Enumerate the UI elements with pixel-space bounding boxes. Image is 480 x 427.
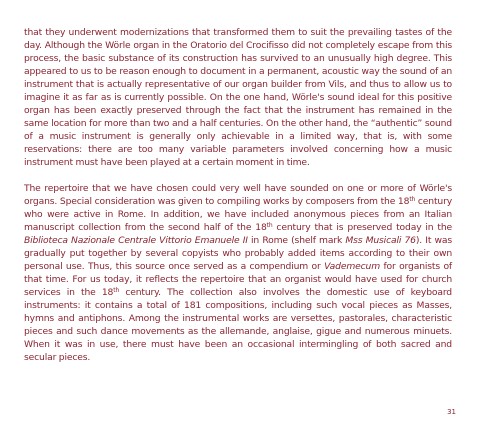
document-body (24, 26, 452, 364)
paragraph-text: that they underwent modernizations that transformed them to suit the prevailing tastes of the day. Although the Wörle organ in the Oratorio del Crocifisso did not completely escape from this process, the basic substance of its construction has survived to an unusually high degree. This appeared to us to be reason enough to document in a permanent, acoustic way the sound of an instrument that is actually representative of our organ builder from Vils, and thus to allow us to imagine it as far as is currently possible. On the one hand, Wörle's sound ideal for this positive organ has been exactly preserved through the fact that the instrument has remained in the same location for more than two and a half centuries. On the other hand, the “authentic” sound of a music instrument is generally only achievable in a limited way, that is, with some reservations: there are too many variable parameters involved concerning how a music instrument must have been played at a certain moment in time. (24, 27, 452, 168)
paragraph-modernizations (24, 26, 452, 169)
ordinal-suffix: th (266, 222, 273, 229)
shelf-mark: Mss Musicali 76 (345, 235, 416, 246)
paragraph-text: century that is preserved today in the (272, 222, 452, 233)
library-name: Biblioteca Nazionale Centrale Vittorio Emanuele II (24, 235, 248, 246)
ordinal-suffix: th (409, 196, 416, 203)
paragraph-repertoire (24, 182, 452, 364)
ordinal-suffix: th (113, 287, 120, 294)
paragraph-text: century who were active in Rome. In addition, we have included anonymous pieces from an Italian manuscript collection from the second half of the 18 (24, 196, 453, 233)
paragraph-text: for organists of that time. For us today, it reflects the repertoire that an organist would have used for church services in the 18 (24, 261, 452, 298)
paragraph-text: in Rome (shelf mark (247, 235, 346, 246)
page-number: 31 (447, 408, 456, 416)
paragraph-text: ). It was gradually put together by several copyists who probably added items according to their own personal use. Thus, this source once served as a compendium or (24, 235, 452, 272)
paragraph-text: The repertoire that we have chosen could very well have sounded on one or more of Wörle's organs. Special consideration was given to compiling works by composers from the 18 (24, 183, 452, 207)
vademecum-term: Vademecum (324, 261, 380, 272)
paragraph-text: century. The collection also involves the domestic use of keyboard instruments: it contains a total of 181 compositions, including such vocal pieces as Masses, hymns and antiphons. Among the instrumental works are versettes, pastorales, characteristic pieces and such dance movements as the allemande, anglaise, gigue and numerous minuets. When it was in use, there must have been an occasional intermingling of both sacred and secular pieces. (24, 287, 452, 363)
